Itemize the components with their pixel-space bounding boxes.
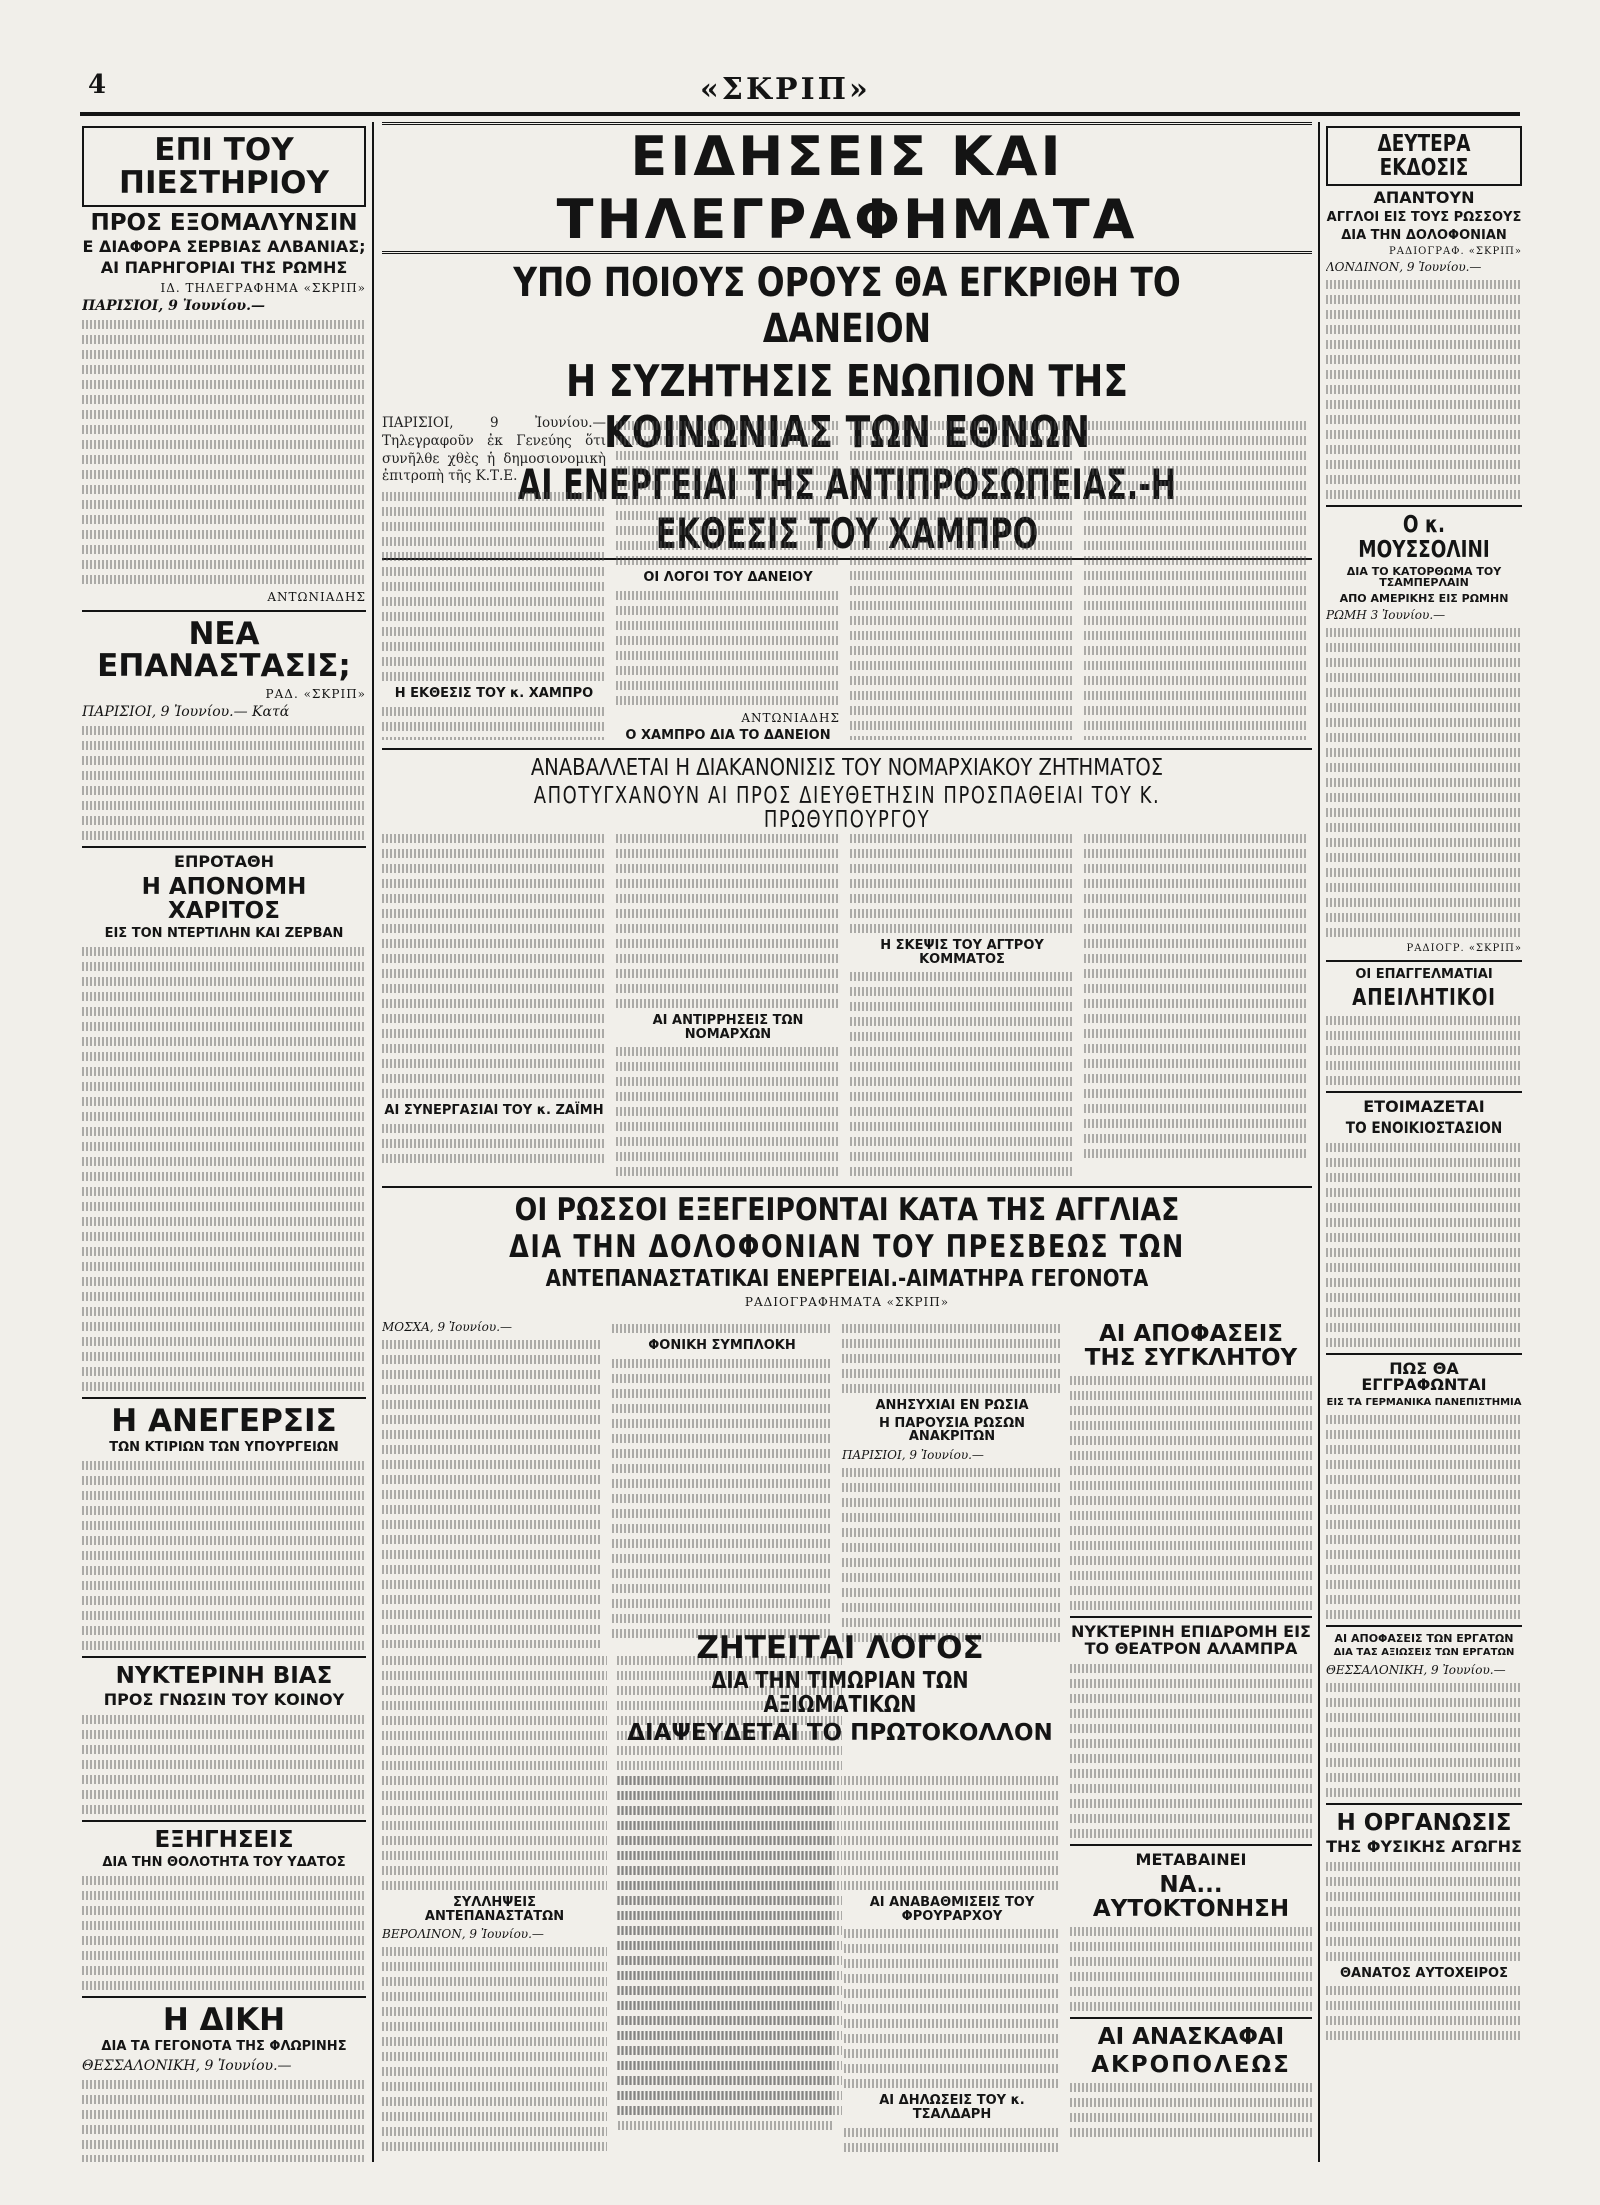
article-subheadline: ΤΩΝ ΚΤΙΡΙΩΝ ΤΩΝ ΥΠΟΥΡΓΕΙΩΝ <box>109 1440 339 1456</box>
left-column <box>82 122 366 2162</box>
text-column <box>616 828 840 1182</box>
section-rule <box>382 1186 1312 1188</box>
text-column <box>842 1318 1062 1648</box>
article-subheadline: ΑΙ ΑΝΑΒΑΘΜΙΣΕΙΣ ΤΟΥ ΦΡΟΥΡΑΡΧΟΥ <box>869 1895 1035 1924</box>
article-headline: ΖΗΤΕΙΤΑΙ ΛΟΓΟΣ <box>696 1630 984 1666</box>
article-subheadline: ΔΙΑ ΤΑ ΓΕΓΟΝΟΤΑ ΤΗΣ ΦΛΩΡΙΝΗΣ <box>101 2039 347 2055</box>
article-subheadline: Η ΕΚΘΕΣΙΣ ΤΟΥ κ. ΧΑΜΠΡΟ <box>394 686 594 702</box>
article-subheadline: ΔΙΑΨΕΥΔΕΤΑΙ ΤΟ ΠΡΩΤΟΚΟΛΛΟΝ <box>627 1719 1053 1746</box>
article-headline: Η ΔΙΚΗ <box>162 2001 286 2038</box>
officers-article <box>618 1770 1062 2160</box>
article-credit: ΡΑΔΙΟΓΡΑΦ. «ΣΚΡΙΠ» <box>1389 246 1522 258</box>
nomarch-headlines <box>382 752 1312 836</box>
article-subheadline: ΤΗΣ ΦΥΣΙΚΗΣ ΑΓΩΓΗΣ <box>1326 1836 1522 1856</box>
nomarch-article <box>382 828 1312 1183</box>
article-subheadline: Η ΠΑΡΟΥΣΙΑ ΡΩΣΩΝ ΑΝΑΚΡΙΤΩΝ <box>878 1415 1026 1445</box>
article-subheadline: ΤΟ ΕΝΟΙΚΙΟΣΤΑΣΙΟΝ <box>1345 1117 1503 1137</box>
article-headline: ΝΥΚΤΕΡΙΝΗ ΕΠΙΔΡΟΜΗ ΕΙΣ ΤΟ ΘΕΑΤΡΟΝ ΑΛΑΜΠΡΑ <box>1071 1622 1311 1659</box>
article-subheadline: ΠΡΟΣ ΓΝΩΣΙΝ ΤΟΥ ΚΟΙΝΟΥ <box>103 1689 345 1709</box>
section-rule <box>382 748 1312 750</box>
right-column <box>1326 122 1522 2162</box>
loan-article <box>382 415 1312 740</box>
banner-line: ΑΙ ΕΝΕΡΓΕΙΑΙ ΤΗΣ ΑΝΤΙΠΡΟΣΩΠΕΙΑΣ.-Η ΕΚΘΕΣΙΣ ΤΟΥ ΧΑΜΠΡΟ <box>382 460 1312 560</box>
article-subheadline: ΔΙΑ ΤΑΣ ΑΞΙΩΣΕΙΣ ΤΩΝ ΕΡΓΑΤΩΝ <box>1333 1647 1515 1659</box>
article-subheadline: ΑΙ ΣΥΝΕΡΓΑΣΙΑΙ ΤΟΥ κ. ΖΑΪΜΗ <box>384 1103 604 1118</box>
article-headline: ΕΞΗΓΗΣΕΙΣ <box>154 1826 294 1853</box>
article-signature: ΑΝΤΩΝΙΑΔΗΣ <box>741 710 840 725</box>
banner-line: Η ΣΥΖΗΤΗΣΙΣ ΕΝΩΠΙΟΝ ΤΗΣ ΚΟΙΝΩΝΙΑΣ ΤΩΝ ΕΘΝΩΝ <box>565 356 1128 458</box>
column-rule <box>1318 122 1320 2162</box>
text-column <box>1084 828 1308 1182</box>
article-subheadline: ΑΙ ΑΝΤΙΡΡΗΣΕΙΣ ΤΩΝ ΝΟΜΑΡΧΩΝ <box>652 1013 804 1042</box>
article-subheadline: ΣΥΛΛΗΨΕΙΣ ΑΝΤΕΠΑΝΑΣΤΑΤΩΝ <box>424 1895 565 1924</box>
article-credit: ΡΑΔΙΟΓΡΑΦΗΜΑΤΑ «ΣΚΡΙΠ» <box>744 1295 950 1310</box>
article-kicker: ΕΠΡΟΤΑΘΗ <box>174 851 274 871</box>
text-column <box>850 415 1074 740</box>
russia-headlines <box>382 1190 1312 1312</box>
article-subheadline: ΔΙΑ ΤΗΝ ΘΟΛΟΤΗΤΑ ΤΟΥ ΥΔΑΤΟΣ <box>102 1854 346 1870</box>
article-headline: ΟΙ ΕΠΑΓΓΕΛΜΑΤΙΑΙ <box>1355 967 1493 983</box>
article-subheadline: Ο ΧΑΜΠΡΟ ΔΙΑ ΤΟ ΔΑΝΕΙΟΝ <box>625 727 831 740</box>
article-headline: Η ΑΝΕΓΕΡΣΙΣ <box>111 1402 337 1439</box>
article-credit: ΙΔ. ΤΗΛΕΓΡΑΦΗΜΑ «ΣΚΡΙΠ» <box>160 280 366 295</box>
article-dateline: ΘΕΣΣΑΛΟΝΙΚΗ, 9 Ἰουνίου.— <box>82 2057 292 2074</box>
article-subheadline: ΔΙΑ ΤΗΝ ΤΙΜΩΡΙΑΝ ΤΩΝ ΑΞΙΩΜΑΤΙΚΩΝ <box>711 1667 969 1718</box>
russia-article <box>382 1318 1062 1648</box>
article-dateline: ΘΕΣΣΑΛΟΝΙΚΗ, 9 Ἰουνίου.— <box>1326 1662 1506 1677</box>
article-subheadline: ΑΠΟ ΑΜΕΡΙΚΗΣ ΕΙΣ ΡΩΜΗΝ <box>1339 591 1509 605</box>
article-dateline: ΒΕΡΟΛΙΝΟΝ, 9 Ἰουνίου.— <box>382 1927 544 1942</box>
article-headline: ΑΙ ΑΠΟΦΑΣΕΙΣ ΤΗΣ ΣΥΓΚΛΗΤΟΥ <box>1084 1321 1298 1372</box>
top-rule <box>80 112 1520 116</box>
article-kicker: ΜΕΤΑΒΑΙΝΕΙ <box>1135 1849 1247 1869</box>
text-column <box>382 415 606 740</box>
text-column <box>382 1650 607 2157</box>
article-headline: ΝΕΑ ΕΠΑΝΑΣΤΑΣΙΣ; <box>97 615 351 685</box>
article-subheadline: ΑΝΗΣΥΧΙΑΙ ΕΝ ΡΩΣΙΑ <box>875 1398 1029 1413</box>
article-dateline: ΠΑΡΙΣΙΟΙ, 9 Ἰουνίου.— <box>842 1447 984 1462</box>
article-dateline: ΡΩΜΗ 3 Ἰουνίου.— <box>1326 608 1446 623</box>
text-column <box>612 1318 832 1648</box>
article-headline: Η ΟΡΓΑΝΩΣΙΣ <box>1336 1809 1512 1836</box>
article-subheadline: ΑΠΟΤΥΓΧΑΝΟΥΝ ΑΙ ΠΡΟΣ ΔΙΕΥΘΕΤΗΣΙΝ ΠΡΟΣΠΑΘΕΙΑΙ ΤΟΥ Κ. ΠΡΩΘΥΠΟΥΡΓΟΥ <box>533 783 1161 834</box>
article-subheadline: Η ΣΚΕΨΙΣ ΤΟΥ ΑΓΤΡΟΥ ΚΟΜΜΑΤΟΣ <box>880 938 1044 967</box>
page-number: 4 <box>88 70 107 100</box>
officers-headlines <box>610 1628 1070 1749</box>
article-credit: ΡΑΔΙΟΓΡ. «ΣΚΡΙΠ» <box>1406 943 1522 955</box>
article-subheadline: ΑΚΡΟΠΟΛΕΩΣ <box>1091 2052 1291 2079</box>
article-dateline: ΜΟΣΧΑ, 9 Ἰουνίου.— <box>382 1320 513 1334</box>
article-subheadline: ΔΙΑ ΤΗΝ ΔΟΛΟΦΟΝΙΑΝ <box>1341 227 1507 243</box>
article-body-text <box>82 1461 366 1650</box>
text-column <box>850 828 1074 1182</box>
article-dateline: ΠΑΡΙΣΙΟΙ, 9 Ἰουνίου.— <box>82 297 265 314</box>
article-subheadline: Ε ΔΙΑΦΟΡΑ ΣΕΡΒΙΑΣ ΑΛΒΑΝΙΑΣ; <box>82 237 366 257</box>
article-headline: Ο κ. ΜΟΥΣΣΟΛΙΝΙ <box>1358 512 1490 563</box>
article-headline: ΑΙ ΑΠΟΦΑΣΕΙΣ ΤΩΝ ΕΡΓΑΤΩΝ <box>1334 1631 1514 1645</box>
banner-title: ΕΙΔΗΣΕΙΣ ΚΑΙ ΤΗΛΕΓΡΑΦΗΜΑΤΑ <box>382 122 1312 254</box>
article-body-text <box>82 726 366 840</box>
article-subheadline: ΕΙΣ ΤΟΝ ΝΤΕΡΤΙΛΗΝ ΚΑΙ ΖΕΡΒΑΝ <box>104 926 344 941</box>
article-headline: ΑΠΑΝΤΟΥΝ <box>1373 188 1475 208</box>
section-heading: ΕΠΙ ΤΟΥ ΠΙΕΣΤΗΡΙΟΥ <box>82 126 366 207</box>
section-heading: ΔΕΥΤΕΡΑ ΕΚΔΟΣΙΣ <box>1326 126 1522 186</box>
article-headline: ΝΑ... ΑΥΤΟΚΤΟΝΗΣΗ <box>1092 1871 1290 1922</box>
article-subheadline: ΑΝΤΕΠΑΝΑΣΤΑΤΙΚΑΙ ΕΝΕΡΓΕΙΑΙ.-ΑΙΜΑΤΗΡΑ ΓΕΓΟΝΟΤΑ <box>545 1266 1149 1293</box>
article-subheadline: ΦΟΝΙΚΗ ΣΥΜΠΛΟΚΗ <box>648 1338 796 1353</box>
text-column <box>618 1770 834 2158</box>
center-right-column <box>1070 1318 1312 2160</box>
article-body-text <box>82 320 366 584</box>
article-body-text <box>82 1715 366 1814</box>
article-headline: ΠΡΟΣ ΕΞΟΜΑΛΥΝΣΙΝ <box>90 210 358 237</box>
article-headline: ΝΥΚΤΕΡΙΝΗ ΒΙΑΣ <box>115 1662 333 1689</box>
article-headline: ΠΩΣ ΘΑ ΕΓΓΡΑΦΩΝΤΑΙ <box>1361 1358 1487 1395</box>
article-headline: ΘΑΝΑΤΟΣ ΑΥΤΟΧΕΙΡΟΣ <box>1340 1965 1508 1981</box>
article-headline: ΟΙ ΡΩΣΣΟΙ ΕΞΕΓΕΙΡΟΝΤΑΙ ΚΑΤΑ ΤΗΣ ΑΓΓΛΙΑΣ <box>514 1192 1180 1228</box>
article-body-text <box>82 1876 366 1990</box>
article-credit: ΡΑΔ. «ΣΚΡΙΠ» <box>265 686 366 701</box>
article-subheadline: ΑΙ ΠΑΡΗΓΟΡΙΑΙ ΤΗΣ ΡΩΜΗΣ <box>100 258 348 278</box>
article-subheadline: ΕΙΣ ΤΑ ΓΕΡΜΑΝΙΚΑ ΠΑΝΕΠΙΣΤΗΜΙΑ <box>1326 1397 1522 1409</box>
article-dateline: ΛΟΝΔΙΝΟΝ, 9 Ἰουνίου.— <box>1326 260 1482 275</box>
article-headline: ΕΤΟΙΜΑΖΕΤΑΙ <box>1363 1097 1485 1117</box>
article-subheadline: ΑΓΓΛΟΙ ΕΙΣ ΤΟΥΣ ΡΩΣΣΟΥΣ <box>1326 210 1522 226</box>
text-column <box>616 415 840 740</box>
text-column <box>844 1770 1060 2158</box>
banner-line: ΥΠΟ ΠΟΙΟΥΣ ΟΡΟΥΣ ΘΑ ΕΓΚΡΙΘΗ ΤΟ ΔΑΝΕΙΟΝ <box>513 260 1181 352</box>
article-headline: ΑΠΕΙΛΗΤΙΚΟΙ <box>1352 984 1496 1011</box>
article-subheadline: ΔΙΑ ΤΟ ΚΑΤΟΡΘΩΜΑ ΤΟΥ ΤΣΑΜΠΕΡΛΑΙΝ <box>1346 564 1502 590</box>
article-lead: ΠΑΡΙΣΙΟΙ, 9 Ἰουνίου.— Τηλεγραφοῦν ἐκ Γενεύης ὅτι συνῆλθε χθὲς ἡ δημοσιονομικὴ ἐπιτροπὴ τῆς Κ.Τ.Ε. <box>382 415 606 485</box>
article-signature: ΑΝΤΩΝΙΑΔΗΣ <box>267 589 366 604</box>
article-body-text <box>82 947 366 1391</box>
article-subheadline: ΑΙ ΔΗΛΩΣΕΙΣ ΤΟΥ κ. ΤΣΑΛΔΑΡΗ <box>879 2093 1025 2122</box>
article-headline: ΑΙ ΑΝΑΣΚΑΦΑΙ <box>1097 2023 1285 2050</box>
article-headline: ΑΝΑΒΑΛΛΕΤΑΙ Η ΔΙΑΚΑΝΟΝΙΣΙΣ ΤΟΥ ΝΟΜΑΡΧΙΑΚΟΥ ΖΗΤΗΜΑΤΟΣ <box>530 755 1164 781</box>
article-headline: ΔΙΑ ΤΗΝ ΔΟΛΟΦΟΝΙΑΝ ΤΟΥ ΠΡΕΣΒΕΩΣ ΤΩΝ <box>509 1228 1185 1265</box>
article-subheadline: ΟΙ ΛΟΓΟΙ ΤΟΥ ΔΑΝΕΙΟΥ <box>643 570 813 585</box>
text-column <box>382 828 606 1182</box>
article-body-text <box>82 2080 366 2162</box>
article-headline: Η ΑΠΟΝΟΜΗ ΧΑΡΙΤΟΣ <box>141 873 307 924</box>
masthead: «ΣΚΡΙΠ» <box>700 72 871 107</box>
text-column <box>382 1318 602 1648</box>
text-column <box>1084 415 1308 740</box>
column-rule <box>372 122 374 2162</box>
article-dateline: ΠΑΡΙΣΙΟΙ, 9 Ἰουνίου.— Κατά <box>82 703 290 720</box>
